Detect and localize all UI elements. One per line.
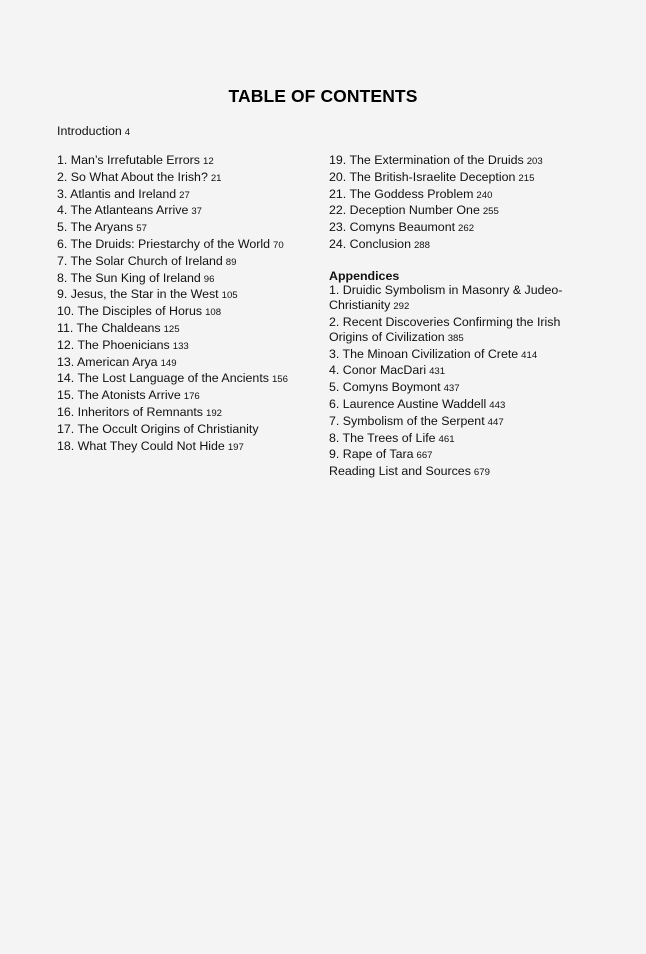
toc-left-column (57, 153, 319, 455)
toc-entry-page: 437 (443, 383, 460, 395)
toc-entry-label: Reading List and Sources (329, 464, 471, 479)
toc-entry-page: 431 (429, 366, 446, 378)
toc-entry-label: 1. Man’s Irrefutable Errors (57, 153, 201, 167)
toc-entry-chapter-4[interactable] (57, 203, 319, 220)
toc-entry-chapter-24[interactable] (329, 237, 591, 254)
toc-entry-label: 3. Atlantis and Ireland (57, 186, 177, 201)
toc-entry-label: 18. What They Could Not Hide (57, 438, 225, 453)
toc-entry-label: 4. Conor MacDari (329, 363, 427, 378)
toc-entry-label: 2. Recent Discoveries Confirming the Irish Origins of Civilization (329, 314, 561, 344)
toc-entry-chapter-1[interactable] (57, 153, 319, 170)
toc-entry-page: 70 (273, 239, 284, 251)
toc-entry-page: 176 (183, 391, 200, 403)
toc-entry-chapter-14[interactable] (57, 371, 319, 388)
toc-entry-page: 4 (124, 127, 131, 138)
toc-entry-chapter-3[interactable] (57, 187, 319, 204)
toc-entry-label: 9. Rape of Tara (329, 447, 414, 462)
toc-entry-page: 27 (179, 189, 190, 201)
toc-entry-chapter-6[interactable] (57, 237, 319, 254)
toc-entry-page: 156 (271, 374, 288, 386)
toc-entry-page: 57 (136, 223, 147, 235)
toc-entry-page: 192 (206, 407, 223, 419)
toc-entry-page: 667 (416, 450, 433, 462)
toc-entry-appendix-4[interactable] (329, 363, 591, 380)
toc-entry-chapter-5[interactable] (57, 220, 319, 237)
toc-entry-chapter-20[interactable] (329, 170, 591, 187)
toc-entry-introduction[interactable] (57, 124, 130, 141)
toc-entry-label: 20. The British-Israelite Deception (329, 169, 516, 184)
toc-entry-label: 19. The Extermination of the Druids (329, 153, 524, 167)
toc-entry-label: 8. The Trees of Life (329, 430, 436, 445)
toc-entry-label: Introduction (57, 124, 122, 138)
toc-entry-label: 10. The Disciples of Horus (57, 304, 203, 319)
toc-entry-reading-list[interactable] (329, 464, 591, 481)
toc-entry-page: 262 (458, 223, 475, 235)
toc-entry-label: 15. The Atonists Arrive (57, 388, 181, 403)
toc-entry-page: 197 (227, 441, 244, 453)
toc-entry-chapter-9[interactable] (57, 287, 319, 304)
toc-entry-label: 14. The Lost Language of the Ancients (57, 371, 269, 386)
toc-entry-label: 9. Jesus, the Star in the West (57, 287, 219, 302)
toc-entry-label: 17. The Occult Origins of Christianity (57, 421, 259, 436)
toc-entry-page: 240 (476, 189, 493, 201)
toc-entry-label: 5. The Aryans (57, 220, 134, 235)
toc-entry-page: 105 (221, 290, 238, 302)
toc-entry-label: 13. American Arya (57, 354, 158, 369)
toc-entry-page: 679 (473, 467, 490, 479)
toc-entry-label: 21. The Goddess Problem (329, 186, 474, 201)
toc-entry-appendix-1[interactable] (329, 283, 591, 315)
toc-entry-chapter-21[interactable] (329, 187, 591, 204)
toc-entry-page: 292 (393, 301, 410, 313)
toc-entry-page: 149 (160, 357, 177, 369)
toc-entry-appendix-2[interactable] (329, 315, 591, 347)
toc-entry-page: 215 (518, 172, 535, 184)
toc-entry-page: 89 (225, 256, 237, 268)
toc-entry-chapter-15[interactable] (57, 388, 319, 405)
toc-entry-label: 3. The Minoan Civilization of Crete (329, 346, 519, 361)
toc-entry-chapter-2[interactable] (57, 170, 319, 187)
toc-entry-label: 22. Deception Number One (329, 203, 480, 218)
toc-entry-appendix-5[interactable] (329, 380, 591, 397)
toc-right-column (329, 153, 591, 481)
toc-entry-chapter-22[interactable] (329, 203, 591, 220)
toc-entry-page: 385 (447, 332, 464, 344)
toc-entry-chapter-17[interactable] (57, 422, 319, 439)
toc-entry-page: 461 (438, 433, 455, 445)
toc-entry-label: 2. So What About the Irish? (57, 169, 208, 184)
toc-entry-label: 11. The Chaldeans (57, 320, 161, 335)
toc-entry-label: 23. Comyns Beaumont (329, 220, 456, 235)
toc-entry-page: 443 (489, 399, 506, 411)
page-title: TABLE OF CONTENTS (228, 86, 418, 106)
toc-entry-page: 447 (487, 416, 504, 428)
toc-entry-label: 16. Inheritors of Remnants (57, 404, 204, 419)
toc-entry-chapter-7[interactable] (57, 254, 319, 271)
toc-entry-label: 6. The Druids: Priestarchy of the World (57, 236, 271, 251)
appendices-heading: Appendices (329, 268, 400, 283)
toc-entry-label: 8. The Sun King of Ireland (57, 270, 201, 285)
toc-entry-chapter-16[interactable] (57, 405, 319, 422)
toc-entry-page: 12 (203, 156, 214, 167)
toc-entry-page: 108 (205, 307, 222, 319)
toc-entry-page: 125 (163, 323, 180, 335)
toc-entry-chapter-11[interactable] (57, 321, 319, 338)
toc-entry-label: 12. The Phoenicians (57, 337, 170, 352)
toc-entry-label: 5. Comyns Boymont (329, 380, 441, 395)
toc-entry-page: 37 (191, 206, 203, 218)
toc-entry-appendix-3[interactable] (329, 347, 591, 364)
toc-entry-appendix-6[interactable] (329, 397, 591, 414)
toc-entry-label: 7. The Solar Church of Ireland (57, 253, 223, 268)
toc-entry-page: 414 (521, 349, 538, 361)
toc-entry-label: 6. Laurence Austine Waddell (329, 396, 487, 411)
toc-entry-chapter-12[interactable] (57, 338, 319, 355)
toc-entry-label: 7. Symbolism of the Serpent (329, 413, 485, 428)
toc-entry-chapter-13[interactable] (57, 355, 319, 372)
toc-entry-label: 24. Conclusion (329, 236, 411, 251)
toc-entry-chapter-8[interactable] (57, 271, 319, 288)
toc-entry-page: 255 (482, 206, 499, 218)
toc-entry-chapter-10[interactable] (57, 304, 319, 321)
toc-entry-page: 203 (526, 156, 543, 167)
toc-entry-page: 96 (203, 273, 215, 285)
toc-entry-label: 4. The Atlanteans Arrive (57, 203, 189, 218)
toc-entry-appendix-9[interactable] (329, 447, 591, 464)
toc-entry-chapter-19[interactable] (329, 153, 591, 170)
toc-entry-page: 133 (172, 340, 189, 352)
toc-entry-chapter-23[interactable] (329, 220, 591, 237)
toc-entry-label: 1. Druidic Symbolism in Masonry & Judeo-Christianity (329, 283, 563, 313)
toc-entry-page: 21 (210, 172, 222, 184)
toc-entry-page: 288 (413, 239, 430, 251)
toc-entry-appendix-8[interactable] (329, 431, 591, 448)
toc-entry-chapter-18[interactable] (57, 439, 319, 456)
toc-entry-appendix-7[interactable] (329, 414, 591, 431)
